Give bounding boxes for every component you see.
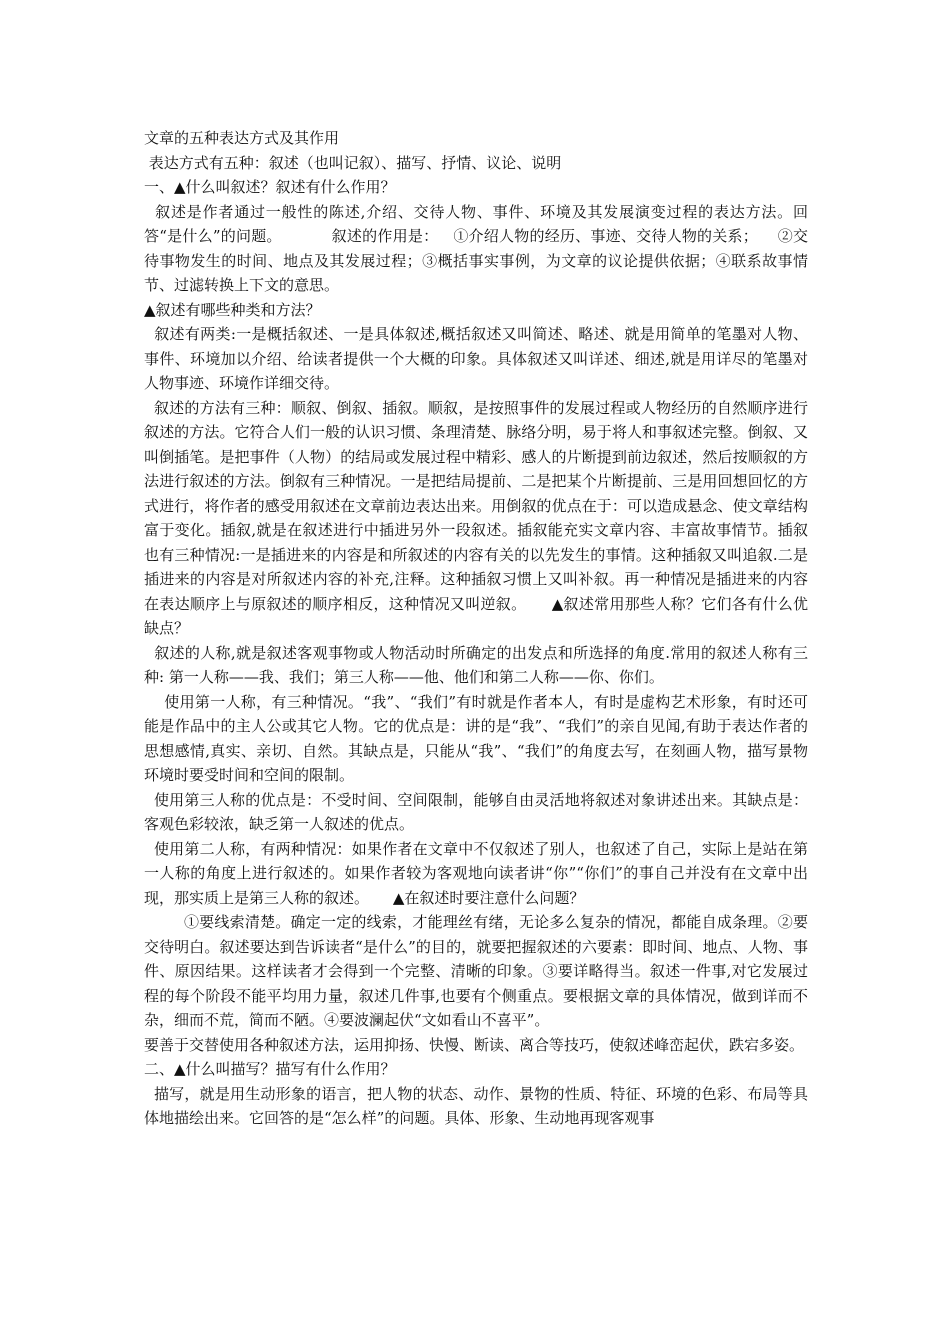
paragraph: 要善于交替使用各种叙述方法，运用抑扬、快慢、断读、离合等技巧，使叙述峰峦起伏，跌宕多姿。: [144, 1035, 805, 1054]
document-body: [144, 126, 808, 1131]
paragraph: 使用第一人称，有三种情况。“我”、“我们”有时就是作者本人，有时是虚构艺术形象，有时还可能是作品中的主人公或其它人物。它的优点是：讲的是“我”、“我们”的亲自见闻,有助于表达作者的思想感情,真实、亲切、自然。其缺点是，只能从“我”、“我们”的角度去写，在刻画人物，描写景物环境时要受时间和空间的限制。: [144, 692, 808, 784]
paragraph: 表达方式有五种：叙述（也叫记叙）、描写、抒情、议论、说明: [144, 153, 562, 172]
section-heading: 二、▲什么叫描写？描写有什么作用？: [144, 1060, 396, 1078]
paragraph: 叙述的人称,就是叙述客观事物或人物活动时所确定的出发点和所选择的角度.常用的叙述人称有三种: 第一人称——我、我们；第三人称——他、他们和第二人称——你、你们。: [144, 643, 808, 686]
section-heading: ▲叙述有哪些种类和方法？: [144, 300, 321, 319]
paragraph: ①要线索清楚。确定一定的线索，才能理丝有绪，无论多么复杂的情况，都能自成条理。②要交待明白。叙述要达到告诉读者“是什么”的目的，就要把握叙述的六要素：即时间、地点、人物、事件、原因结果。这样读者才会得到一个完整、清晰的印象。③要详略得当。叙述一件事,对它发展过程的每个阶段不能平均用力量，叙述几件事,也要有个侧重点。要根据文章的具体情况，做到详而不杂，细而不荒，简而不陋。④要波澜起伏“文如看山不喜平”。: [144, 913, 808, 1029]
document-title: 文章的五种表达方式及其作用: [144, 129, 340, 147]
paragraph: 叙述是作者通过一般性的陈述,介绍、交待人物、事件、环境及其发展演变过程的表达方法。回答“是什么”的问题。 叙述的作用是： ①介绍人物的经历、事迹、交待人物的关系； ②交待事物发生的时间、地点及其发展过程；③概括事实事例，为文章的议论提供依据；④联系故事情节、过滤转换上下文的意思。: [144, 202, 808, 294]
paragraph: 使用第二人称，有两种情况：如果作者在文章中不仅叙述了别人，也叙述了自己，实际上是站在第一人称的角度上进行叙述的。如果作者较为客观地向读者讲“你”“你们”的事自己并没有在文章中出现，那实质上是第三人称的叙述。 ▲在叙述时要注意什么问题？: [144, 839, 808, 907]
paragraph: 使用第三人称的优点是：不受时间、空间限制，能够自由灵活地将叙述对象讲述出来。其缺点是：客观色彩较浓，缺乏第一人叙述的优点。: [144, 790, 808, 833]
paragraph: 叙述的方法有三种：顺叙、倒叙、插叙。顺叙，是按照事件的发展过程或人物经历的自然顺序进行叙述的方法。它符合人们一般的认识习惯、条理清楚、脉络分明，易于将人和事叙述完整。倒叙、又叫倒插笔。是把事件（人物）的结局或发展过程中精彩、感人的片断提到前边叙述，然后按顺叙的方法进行叙述的方法。倒叙有三种情况。一是把结局提前、二是把某个片断提前、三是用回想回忆的方式进行，将作者的感受用叙述在文章前边表达出来。用倒叙的优点在于：可以造成悬念、使文章结构富于变化。插叙,就是在叙述进行中插进另外一段叙述。插叙能充实文章内容、丰富故事情节。插叙也有三种情况:一是插进来的内容是和所叙述的内容有关的以先发生的事情。这种插叙又叫追叙.二是插进来的内容是对所叙述内容的补充,注释。这种插叙习惯上又叫补叙。再一种情况是插进来的内容在表达顺序上与原叙述的顺序相反，这种情况又叫逆叙。 ▲叙述常用那些人称？它们各有什么优缺点？: [144, 398, 808, 637]
section-heading: 一、▲什么叫叙述？叙述有什么作用？: [144, 178, 396, 196]
paragraph: 描写，就是用生动形象的语言，把人物的状态、动作、景物的性质、特征、环境的色彩、布局等具体地描绘出来。它回答的是“怎么样”的问题。具体、形象、生动地再现客观事: [144, 1084, 808, 1127]
paragraph: 叙述有两类:一是概括叙述、一是具体叙述,概括叙述又叫简述、略述、就是用简单的笔墨对人物、事件、环境加以介绍、给读者提供一个大概的印象。具体叙述又叫详述、细述,就是用详尽的笔墨对人物事迹、环境作详细交待。: [144, 325, 808, 392]
